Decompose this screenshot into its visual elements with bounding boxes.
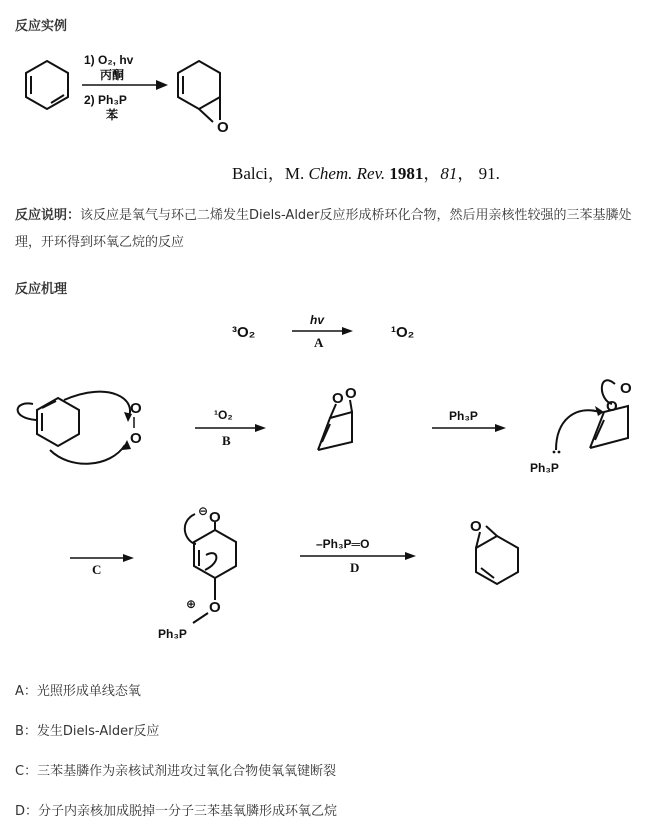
label-d: D [350,560,360,575]
reagent-b: ¹O₂ [214,408,233,422]
citation-sep1: ， [423,164,441,183]
phosphonium-o: O [209,599,221,616]
step1-label: 1) O₂, hv [84,53,134,67]
description-label: 反应说明： [15,208,81,223]
zwitterion-structure [185,514,236,600]
bridged-peroxide-structure [556,380,628,450]
triplet-oxygen: ³O₂ [232,324,256,341]
reaction-example-scheme [0,40,669,150]
explanation-b: B：发生Diels-Alder反应 [15,724,160,739]
peroxide-o2: O [345,385,357,402]
explanation-d: D：分子内亲核加成脱掉一分子三苯基氧膦形成环氧乙烷 [15,804,338,819]
oxygen-top: O [130,400,142,417]
citation-journal: Chem. Rev. [308,164,386,183]
label-a: A [314,335,324,350]
epoxide-o: O [470,518,482,535]
reagent-d: –Ph₃P═O [316,537,370,551]
singlet-oxygen: ¹O₂ [391,324,415,341]
diene-structure [18,392,130,464]
reagent-ph3p: Ph₃P [449,409,478,423]
explanation-a: A：光照形成单线态氧 [15,684,141,699]
description-text: 该反应是氧气与环己二烯发生Diels-Alder反应形成桥环化合物，然后用亲核性较强的三苯基膦处理，开环得到环氧乙烷的反应 [15,208,632,250]
reaction-arrow-head [156,80,168,90]
alkoxide-o: O [209,509,221,526]
citation-sep2: ， [457,164,475,183]
section-title-example: 反应实例 [15,19,68,34]
citation-authors: Balci，M. [232,164,309,183]
minus-sign: ⊖ [198,504,209,518]
bridged-o1: O [606,398,618,415]
cyclohexadiene-structure [26,61,68,109]
label-c: C [92,562,102,577]
oxygen-bottom: O [130,430,142,447]
bicyclic-peroxide-structure [318,400,352,450]
section-title-mechanism: 反应机理 [15,282,68,297]
reaction-description [15,202,655,256]
citation-year: 1981 [389,164,424,183]
hv-label: hv [310,313,325,327]
attack-ph3p: Ph₃P [530,461,559,475]
final-epoxide-structure [476,526,518,584]
bridged-o2: O [620,380,632,397]
epoxide-product-structure [178,61,220,122]
citation-page: 91. [478,164,500,183]
peroxide-o1: O [332,390,344,407]
phosphonium-p: Ph₃P [158,627,187,641]
mechanism-scheme [0,300,669,660]
explanation-c: C：三苯基膦作为亲核试剂进攻过氧化合物使氧氧键断裂 [15,764,337,779]
solvent2-label: 苯 [106,108,119,122]
solvent1-label: 丙酮 [100,68,125,82]
citation-volume: 81 [440,164,458,183]
citation [232,159,500,184]
label-b: B [222,433,231,448]
product-oxygen: O [217,119,229,136]
step2-label: 2) Ph₃P [84,93,127,107]
plus-sign: ⊕ [186,597,197,611]
